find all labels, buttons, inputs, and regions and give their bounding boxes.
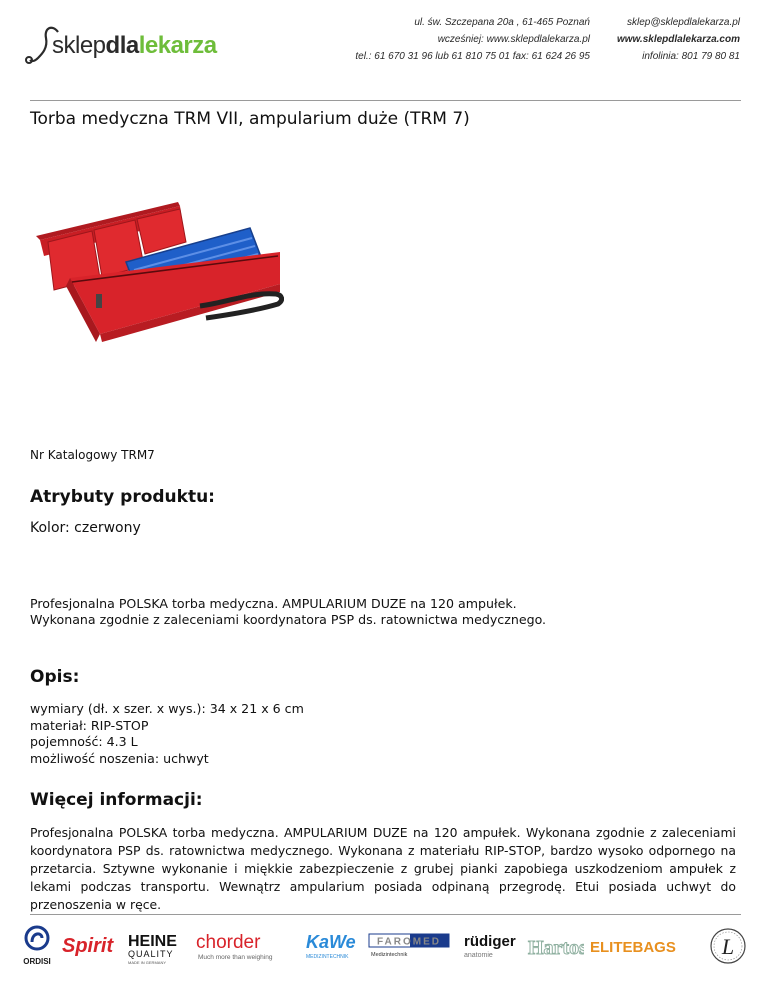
more-info-heading: Więcej informacji: bbox=[30, 790, 203, 810]
brand-ordisi-logo bbox=[22, 924, 52, 970]
brand-littmann-logo bbox=[708, 924, 748, 970]
intro-paragraph bbox=[30, 596, 546, 628]
brand-kawe-sub: MEDIZINTECHNIK bbox=[306, 954, 349, 960]
description-list bbox=[30, 701, 304, 767]
store-logo[interactable] bbox=[22, 18, 217, 68]
page-header bbox=[0, 0, 768, 80]
brand-chorder-sub: Much more than weighing bbox=[198, 954, 273, 961]
contact-online-block bbox=[617, 14, 740, 65]
brand-spirit-logo bbox=[60, 924, 122, 970]
brand-heine-sub2: MADE IN GERMANY bbox=[128, 960, 167, 965]
brand-faromed-logo bbox=[368, 924, 450, 970]
brand-chorder-text: chorder bbox=[196, 932, 261, 953]
header-divider bbox=[30, 100, 741, 101]
address: ul. św. Szczepana 20a , 61-465 Poznań bbox=[414, 17, 590, 28]
description-heading: Opis: bbox=[30, 667, 80, 687]
intro-line: Profesjonalna POLSKA torba medyczna. AMPULARIUM DUZE na 120 ampułek. bbox=[30, 596, 517, 611]
brand-heine-text: HEINE bbox=[128, 933, 177, 950]
footer-divider bbox=[30, 914, 741, 915]
catalog-number: Nr Katalogowy TRM7 bbox=[30, 448, 155, 462]
brand-rudiger-sub: anatomie bbox=[464, 952, 493, 959]
brand-heine-sub: QUALITY bbox=[128, 949, 174, 959]
previous-website: wcześniej: www.sklepdlalekarza.pl bbox=[437, 34, 590, 45]
spec-capacity: pojemność: 4.3 L bbox=[30, 734, 138, 749]
intro-line: Wykonana zgodnie z zaleceniami koordynatora PSP ds. ratownictwa medycznego. bbox=[30, 612, 547, 627]
brand-kawe-text: KaWe bbox=[306, 932, 356, 952]
email-link[interactable]: sklep@sklepdlalekarza.pl bbox=[627, 17, 740, 28]
attribute-color: Kolor: czerwony bbox=[30, 520, 141, 536]
brand-faromed-text: FAROMED bbox=[377, 936, 441, 948]
product-image bbox=[30, 182, 284, 352]
hotline: infolinia: 801 79 80 81 bbox=[642, 51, 740, 62]
brand-hartos-text: Hartos bbox=[528, 937, 584, 959]
spec-material: materiał: RIP-STOP bbox=[30, 717, 149, 733]
website-link[interactable]: www.sklepdlalekarza.com bbox=[616, 34, 740, 45]
brand-kawe-logo bbox=[302, 924, 362, 970]
brand-elitebags-text: ELITEBAGS bbox=[590, 939, 676, 956]
brand-rudiger-text: rüdiger bbox=[464, 933, 516, 950]
product-title: Torba medyczna TRM VII, ampularium duże (TRM 7) bbox=[30, 109, 470, 129]
brand-logo-strip bbox=[22, 924, 752, 970]
spec-dimensions: wymiary (dł. x szer. x wys.): 34 x 21 x 6 cm bbox=[30, 701, 304, 716]
contact-address-block bbox=[355, 14, 590, 65]
brand-spirit-text: Spirit bbox=[62, 935, 114, 957]
brand-rudiger-logo bbox=[462, 924, 516, 970]
brand-faromed-sub: Medizintechnik bbox=[371, 952, 408, 958]
brand-chorder-logo bbox=[194, 924, 292, 970]
logo-wordmark: sklepdlalekarza bbox=[52, 32, 217, 59]
spec-carrying: możliwość noszenia: uchwyt bbox=[30, 750, 209, 766]
brand-littmann-text: L bbox=[721, 934, 735, 959]
attributes-heading: Atrybuty produktu: bbox=[30, 487, 215, 507]
phone-numbers: tel.: 61 670 31 96 lub 61 810 75 01 fax: 61 624 26 95 bbox=[355, 51, 590, 62]
brand-hartos-logo bbox=[526, 924, 584, 970]
more-info-text: Profesjonalna POLSKA torba medyczna. AMPULARIUM DUZE na 120 ampułek. Wykonana zgodnie z zaleceniami koordynatora PSP ds. ratownictwa medycznego. Wykonana z materiału RIP-STOP, bardzo wysoko odpornego na przetarcia. Sztywne wykonanie i miękkie zabezpieczenie z grubej pianki zapobiega uszkodzeniom ampułek z lekami podczas transportu. Wewnątrz ampularium posiada odpinaną przegrodę. Etui posiada uchwyt do przenoszenia w ręce. bbox=[30, 825, 736, 912]
brand-ordisi-text: ORDISI bbox=[23, 957, 51, 966]
brand-heine-logo bbox=[126, 924, 190, 970]
brand-elitebags-logo bbox=[588, 924, 692, 970]
